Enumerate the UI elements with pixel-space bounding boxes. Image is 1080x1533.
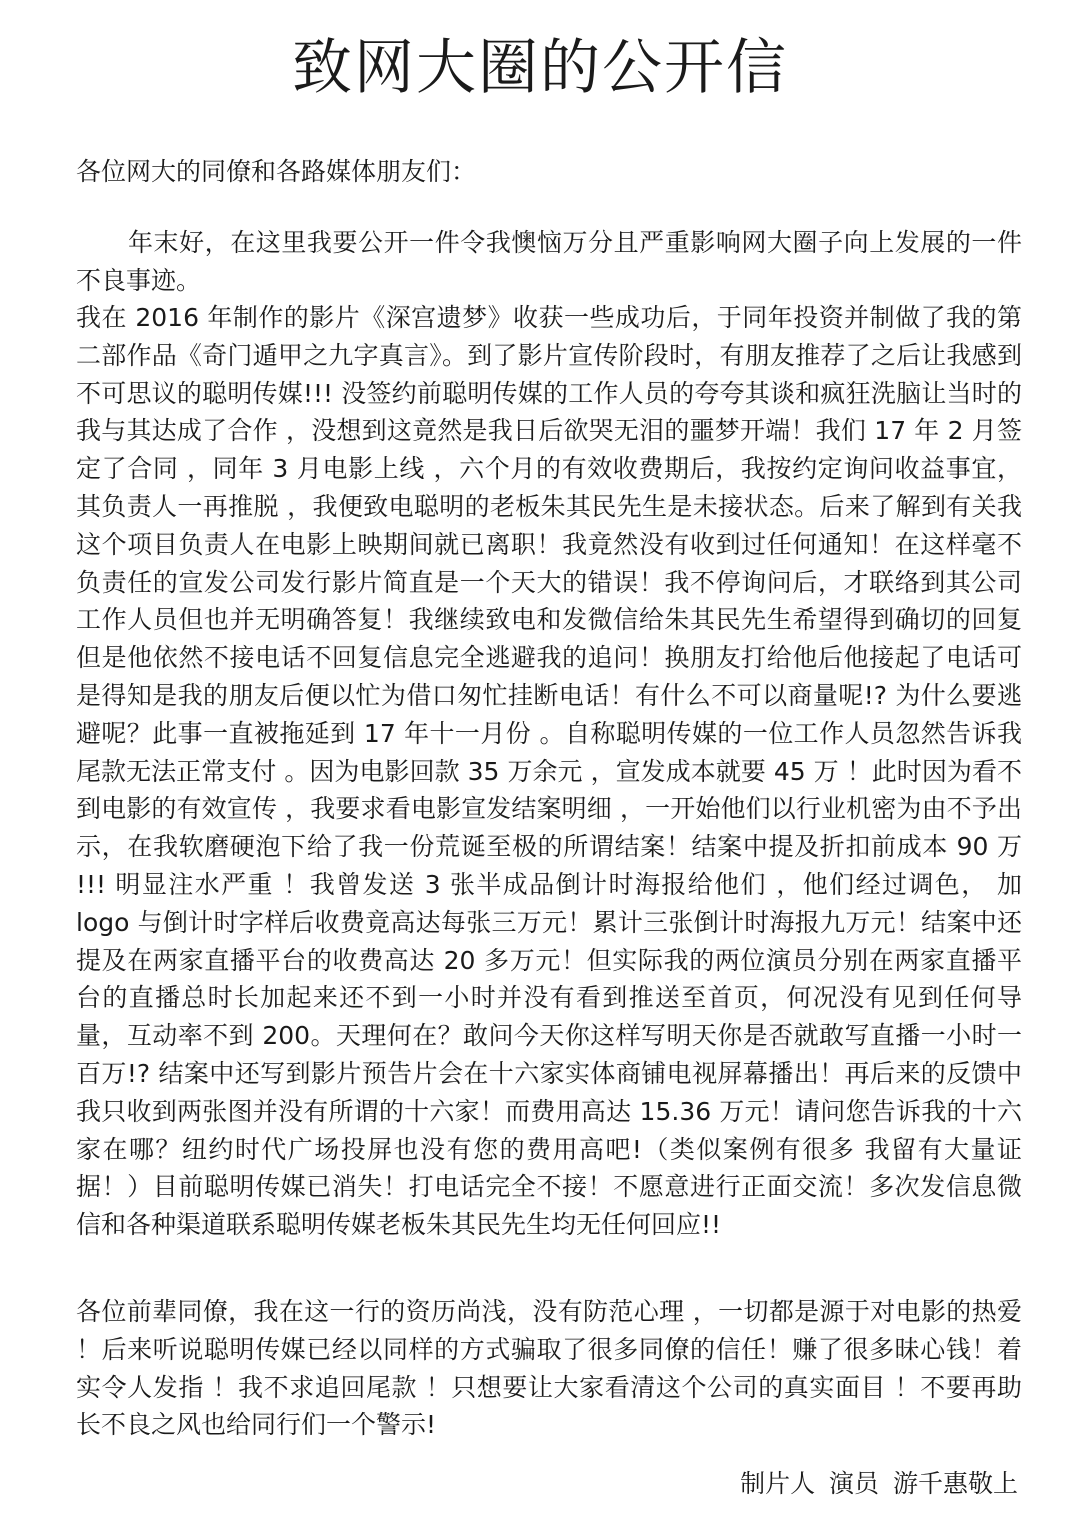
letter-paragraph-main: 我在 2016 年制作的影片《深宫遗梦》收获一些成功后，于同年投资并制做了我的第二部作品《奇门遁甲之九字真言》。到了影片宣传阶段时，有朋友推荐了之后让我感到不可思议的聪明传媒!!! 没签约前聪明传媒的工作人员的夸夸其谈和疯狂洗脑让当时的我与其达成了合作 ，没想到这竟然是我日后欲哭无泪的噩梦开端！我们 17 年 2 月签定了合同 ，同年 3 月电影上线 ，六个月的有效收费期后，我按约定询问收益事宜，其负责人一再推脱 ，我便致电聪明的老板朱其民先生是未接状态。后来了解到有关我这个项目负责人在电影上映期间就已离职！我竟然没有收到过任何通知！在这样毫不负责任的宣发公司发行影片简直是一个天大的错误！我不停询问后，才联络到其公司工作人员但也并无明确答复！我继续致电和发微信给朱其民先生希望得到确切的回复但是他依然不接电话不回复信息完全逃避我的追问！换朋友打给他后他接起了电话可是得知是我的朋友后便以忙为借口匆忙挂断电话！有什么不可以商量呢!? 为什么要逃避呢？此事一直被拖延到 17 年十一月份 。自称聪明传媒的一位工作人员忽然告诉我尾款无法正常支付 。因为电影回款 35 万余元 ，宣发成本就要 45 万 ！此时因为看不到电影的有效宣传 ，我要求看电影宣发结案明细 ，一开始他们以行业机密为由不予出示，在我软磨硬泡下给了我一份荒诞至极的所谓结案！结案中提及折扣前成本 90 万 !!! 明显注水严重 ！我曾发送 3 张半成品倒计时海报给他们 ，他们经过调色， 加 logo 与倒计时字样后收费竟高达每张三万元！累计三张倒计时海报九万元！结案中还提及在两家直播平台的收费高达 20 多万元！但实际我的两位演员分别在两家直播平台的直播总时长加起来还不到一小时并没有看到推送至首页，何况没有见到任何导量，互动率不到 200。天理何在？敢问今天你这样写明天你是否就敢写直播一小时一百万!? 结案中还写到影片预告片会在十六家实体商铺电视屏幕播出！再后来的反馈中我只收到两张图并没有所谓的十六家！而费用高达 15.36 万元！请问您告诉我的十六家在哪？纽约时代广场投屏也没有您的费用高吧!（类似案例有很多 我留有大量证据！）目前聪明传媒已消失！打电话完全不接！不愿意进行正面交流！多次发信息微信和各种渠道联系聪明传媒老板朱其民先生均无任何回应!! [76,303,1022,1240]
letter-salutation: 各位网大的同僚和各路媒体朋友们： [76,157,477,186]
letter-paragraph-closing: 各位前辈同僚，我在这一行的资历尚浅，没有防范心理 ，一切都是源于对电影的热爱 ！后来听说聪明传媒已经以同样的方式骗取了很多同僚的信任！赚了很多昧心钱！着实令人发指 ！我不求追回尾款 ！只想要让大家看清这个公司的真实面目 ！不要再助长不良之风也给同行们一个警示! [76,1297,1022,1440]
letter-signature: 制片人 演员 游千惠敬上 [740,1469,1018,1498]
letter-paragraph-opening: 年末好，在这里我要公开一件令我懊恼万分且严重影响网大圈子向上发展的一件不良事迹。 [76,228,1022,295]
letter-title: 致网大圈的公开信 [292,33,788,103]
